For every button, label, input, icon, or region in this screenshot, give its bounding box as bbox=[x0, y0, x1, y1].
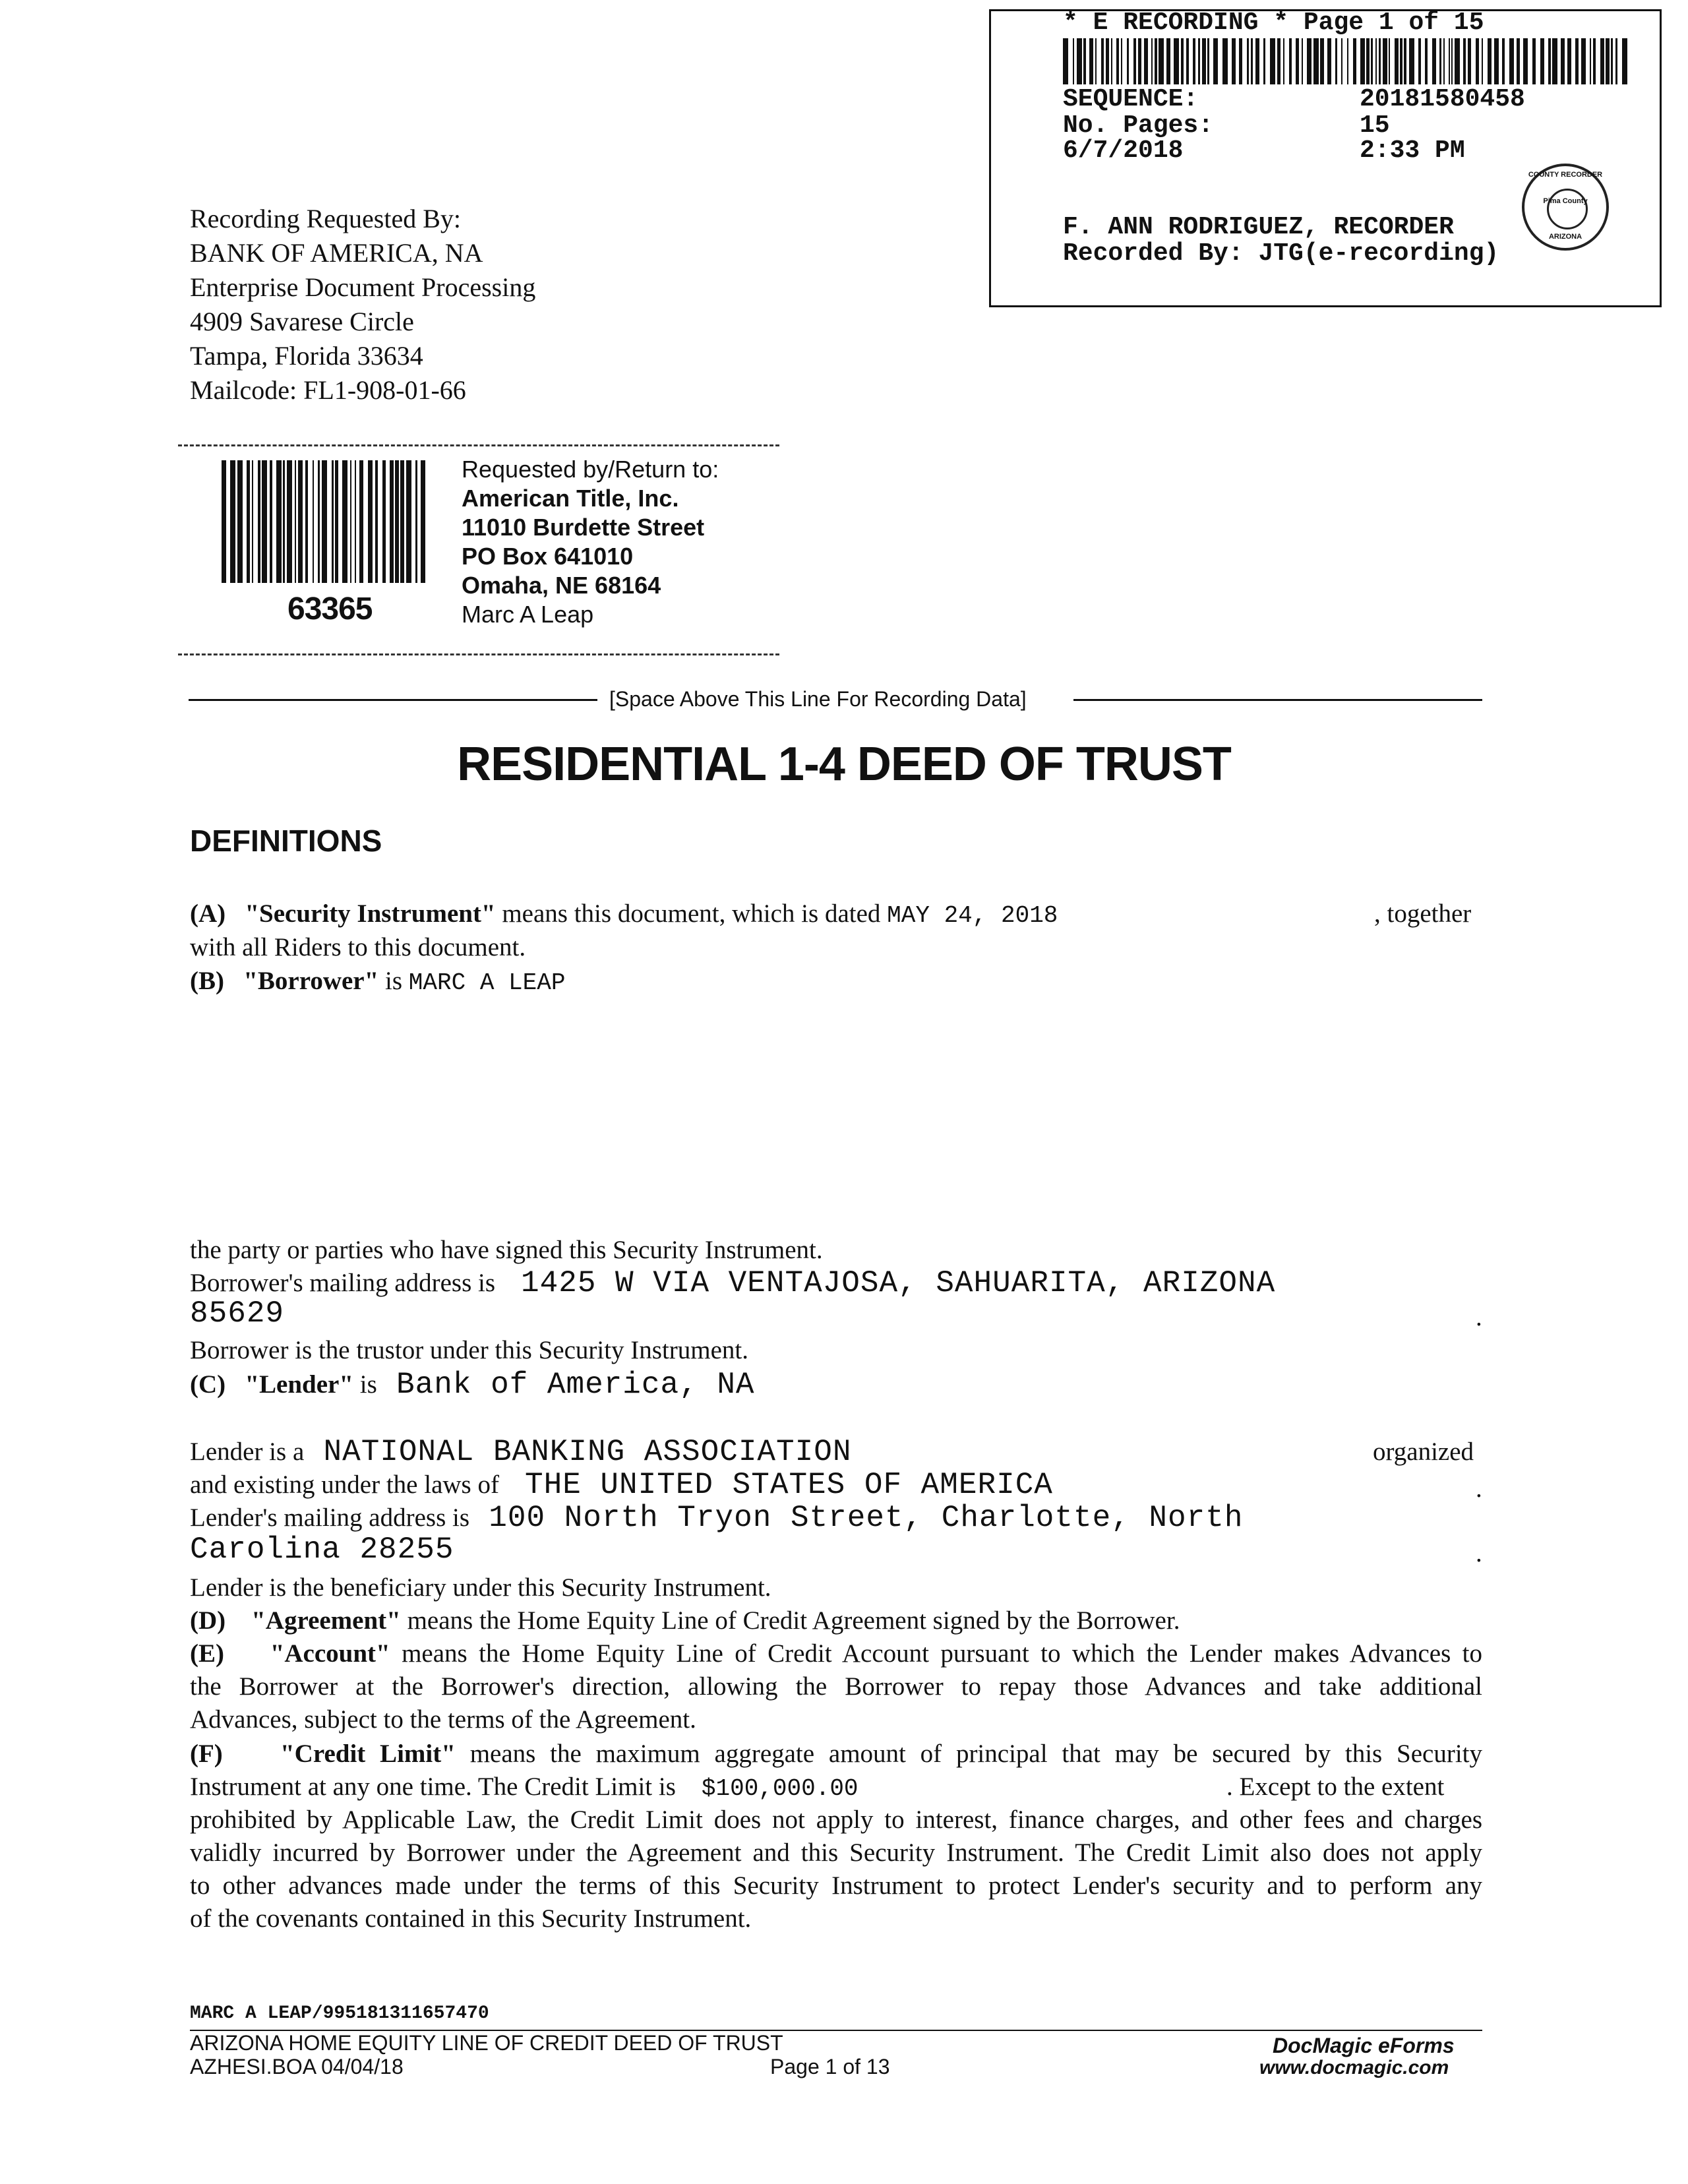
definition-c-term: "Lender" bbox=[245, 1370, 354, 1399]
definition-e-text-1: means the Home Equity Line of Credit Account pursuant to which the Lender makes Advances to bbox=[402, 1639, 1483, 1668]
definition-f-text-3: prohibited by Applicable Law, the Credit Limit does not apply to interest, finance charges, and other fees and charges bbox=[190, 1805, 1482, 1834]
seal-text-top: COUNTY RECORDER bbox=[1528, 171, 1603, 179]
definition-f-text-4: validly incurred by Borrower under the Agreement and this Security Instrument. The Credit Limit also does not apply bbox=[190, 1838, 1482, 1867]
definition-f bbox=[190, 1737, 1482, 1771]
definition-d-term: "Agreement" bbox=[251, 1606, 401, 1635]
definition-a bbox=[190, 897, 1058, 932]
definition-b-label: (B) bbox=[190, 967, 224, 995]
lender-mailing-label: Lender's mailing address is bbox=[190, 1503, 470, 1532]
definition-f-text-2b: . Except to the extent bbox=[1226, 1773, 1445, 1801]
lender-is-a-label: Lender is a bbox=[190, 1438, 305, 1466]
requested-by-line-6: Mailcode: FL1-908-01-66 bbox=[190, 375, 466, 405]
trailing-period-3: . bbox=[1476, 1539, 1482, 1567]
requested-by-line-5: Tampa, Florida 33634 bbox=[190, 341, 423, 371]
definition-d-label: (D) bbox=[190, 1606, 226, 1635]
definition-b-term: "Borrower" bbox=[243, 967, 379, 995]
lender-mailing-address-1: 100 North Tryon Street, Charlotte, North bbox=[489, 1501, 1244, 1535]
trailing-period-2: . bbox=[1476, 1474, 1482, 1503]
lender-laws-label: and existing under the laws of bbox=[190, 1471, 499, 1499]
definition-a-term: "Security Instrument" bbox=[245, 899, 496, 928]
borrower-mailing-address-row bbox=[190, 1266, 1275, 1300]
space-line-right-rule bbox=[1073, 699, 1482, 701]
lender-organization-type: NATIONAL BANKING ASSOCIATION bbox=[323, 1435, 852, 1469]
footer-form-title: ARIZONA HOME EQUITY LINE OF CREDIT DEED OF TRUST bbox=[190, 2031, 783, 2055]
definition-b-is: is bbox=[385, 967, 403, 995]
return-to-line-1: Requested by/Return to: bbox=[462, 456, 719, 483]
definition-f-text-1: means the maximum aggregate amount of principal that may be secured by this Security bbox=[469, 1740, 1483, 1768]
security-instrument-date: MAY 24, 2018 bbox=[887, 902, 1058, 929]
return-label-barcode bbox=[222, 460, 426, 583]
borrower-mailing-label: Borrower's mailing address is bbox=[190, 1269, 496, 1297]
credit-limit-amount: $100,000.00 bbox=[701, 1775, 859, 1802]
document-title: RESIDENTIAL 1-4 DEED OF TRUST bbox=[457, 738, 1231, 791]
definition-d bbox=[190, 1604, 1180, 1637]
borrower-mailing-address-1: 1425 W VIA VENTAJOSA, SAHUARITA, ARIZONA bbox=[521, 1266, 1276, 1300]
lender-laws-row bbox=[190, 1468, 1053, 1502]
recording-time: 2:33 PM bbox=[1360, 136, 1465, 165]
definition-e-text-2: the Borrower at the Borrower's direction, allowing the Borrower to repay those Advances and take additional bbox=[190, 1672, 1482, 1701]
definitions-heading: DEFINITIONS bbox=[190, 824, 382, 858]
return-to-line-5: Omaha, NE 68164 bbox=[462, 572, 661, 599]
lender-name: Bank of America, NA bbox=[396, 1368, 755, 1402]
definition-f-text-5: to other advances made under the terms of this Security Instrument to protect Lender's security and to perform any bbox=[190, 1871, 1482, 1900]
recorder-barcode bbox=[1063, 38, 1630, 84]
definition-e bbox=[190, 1637, 1482, 1670]
requested-by-line-1: Recording Requested By: bbox=[190, 204, 462, 233]
footer-loan-id: MARC A LEAP/995181311657470 bbox=[190, 2003, 489, 2024]
sequence-value: 20181580458 bbox=[1360, 85, 1525, 113]
definition-e-term: "Account" bbox=[270, 1639, 390, 1668]
return-to-line-2: American Title, Inc. bbox=[462, 485, 679, 512]
recording-date: 6/7/2018 bbox=[1063, 136, 1184, 165]
lender-beneficiary-line: Lender is the beneficiary under this Security Instrument. bbox=[190, 1573, 771, 1602]
return-to-line-6: Marc A Leap bbox=[462, 601, 594, 628]
definition-e-label: (E) bbox=[190, 1639, 224, 1668]
seal-text-bottom: ARIZONA bbox=[1548, 233, 1582, 241]
recorder-header: * E RECORDING * Page 1 of 15 bbox=[1063, 9, 1484, 37]
barcode-number: 63365 bbox=[287, 592, 373, 626]
docmagic-website: www.docmagic.com bbox=[1259, 2057, 1449, 2078]
definition-f-text-6: of the covenants contained in this Security Instrument. bbox=[190, 1904, 752, 1933]
definition-c-is: is bbox=[359, 1370, 377, 1399]
definition-a-label: (A) bbox=[190, 899, 226, 928]
space-line-left-rule bbox=[189, 699, 597, 701]
county-recorder-seal-icon bbox=[1522, 164, 1609, 251]
sequence-label: SEQUENCE: bbox=[1063, 85, 1199, 113]
definition-b bbox=[190, 964, 565, 1000]
footer-page-number: Page 1 of 13 bbox=[770, 2055, 890, 2078]
definition-d-text: means the Home Equity Line of Credit Agreement signed by the Borrower. bbox=[407, 1606, 1180, 1635]
return-to-line-3: 11010 Burdette Street bbox=[462, 514, 705, 541]
definition-e-text-3: Advances, subject to the terms of the Agreement. bbox=[190, 1705, 696, 1734]
borrower-trustor-line: Borrower is the trustor under this Security Instrument. bbox=[190, 1336, 749, 1364]
lender-governing-laws: THE UNITED STATES OF AMERICA bbox=[524, 1468, 1053, 1502]
seal-text-middle: Pima County bbox=[1543, 197, 1588, 205]
requested-by-line-3: Enterprise Document Processing bbox=[190, 272, 536, 302]
definition-f-term: "Credit Limit" bbox=[280, 1740, 456, 1768]
trailing-period-1: . bbox=[1476, 1303, 1482, 1331]
space-above-line-label: [Space Above This Line For Recording Data] bbox=[609, 687, 1027, 711]
definition-a-together: , together bbox=[1374, 899, 1472, 928]
definition-c bbox=[190, 1368, 755, 1402]
lender-mailing-address-2: Carolina 28255 bbox=[190, 1532, 454, 1567]
footer-form-code: AZHESI.BOA 04/04/18 bbox=[190, 2055, 404, 2078]
borrower-mailing-address-2: 85629 bbox=[190, 1296, 285, 1331]
credit-limit-row bbox=[190, 1770, 859, 1805]
recorded-by: Recorded By: JTG(e-recording) bbox=[1063, 239, 1499, 268]
definition-a-text: means this document, which is dated bbox=[502, 899, 881, 928]
lender-mailing-row bbox=[190, 1501, 1243, 1535]
requested-by-line-4: 4909 Savarese Circle bbox=[190, 307, 414, 336]
definition-f-text-2a: Instrument at any one time. The Credit Limit is bbox=[190, 1773, 676, 1801]
definition-f-label: (F) bbox=[190, 1740, 223, 1768]
recorder-name: F. ANN RODRIGUEZ, RECORDER bbox=[1063, 213, 1454, 241]
requested-by-line-2: BANK OF AMERICA, NA bbox=[190, 238, 483, 268]
docmagic-brand: DocMagic eForms bbox=[1273, 2034, 1455, 2057]
definition-c-label: (C) bbox=[190, 1370, 226, 1399]
definition-b-parties: the party or parties who have signed this Security Instrument. bbox=[190, 1236, 823, 1264]
pages-label: No. Pages: bbox=[1063, 111, 1214, 140]
lender-type-row bbox=[190, 1435, 851, 1469]
borrower-name: MARC A LEAP bbox=[408, 969, 566, 996]
definition-a-riders: with all Riders to this document. bbox=[190, 933, 526, 961]
pages-value: 15 bbox=[1360, 111, 1390, 140]
return-to-line-4: PO Box 641010 bbox=[462, 543, 634, 570]
lender-organized-label: organized bbox=[1373, 1438, 1474, 1466]
